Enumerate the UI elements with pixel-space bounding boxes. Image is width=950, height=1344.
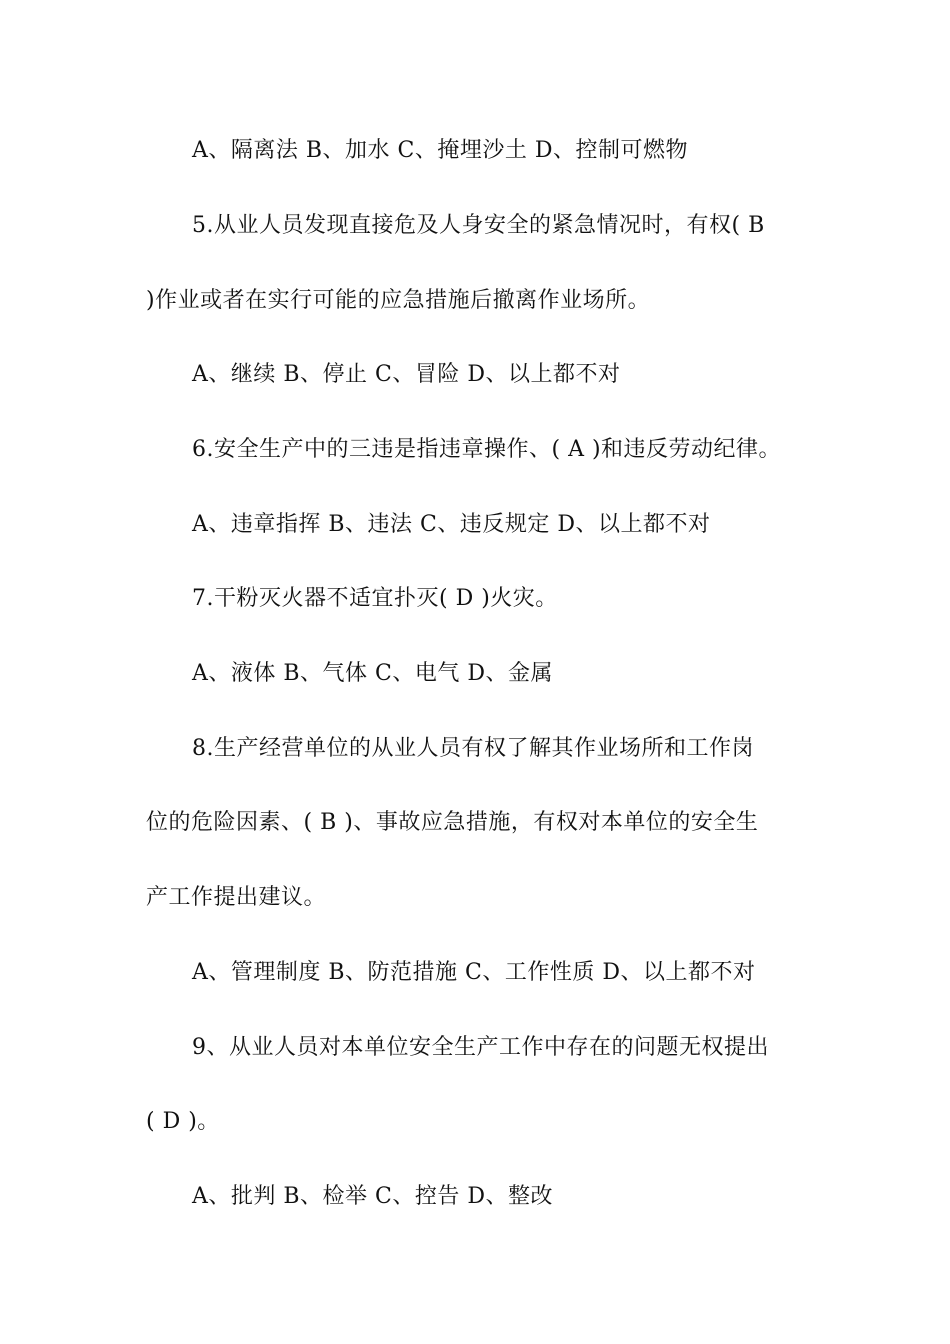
q8-options: A、管理制度 B、防范措施 C、工作性质 D、以上都不对 [192, 960, 756, 985]
q5-question-line-1: 5.从业人员发现直接危及人身安全的紧急情况时，有权( B [192, 213, 765, 238]
q8-question-line-3: 产工作提出建议。 [146, 885, 327, 910]
q4-options: A、隔离法 B、加水 C、掩埋沙土 D、控制可燃物 [192, 138, 689, 163]
q6-options: A、违章指挥 B、违法 C、违反规定 D、以上都不对 [192, 512, 711, 537]
q7-options: A、液体 B、气体 C、电气 D、金属 [192, 661, 554, 686]
q8-question-line-2: 位的危险因素、( B )、事故应急措施，有权对本单位的安全生 [146, 810, 759, 835]
q9-options: A、批判 B、检举 C、控告 D、整改 [192, 1184, 554, 1209]
q9-question-line-2: ( D )。 [146, 1109, 220, 1134]
q9-question-line-1: 9、从业人员对本单位安全生产工作中存在的问题无权提出 [192, 1035, 769, 1060]
q5-options: A、继续 B、停止 C、冒险 D、以上都不对 [192, 362, 621, 387]
q7-question: 7.干粉灭火器不适宜扑灭( D )火灾。 [192, 586, 558, 611]
q6-question: 6.安全生产中的三违是指违章操作、( A )和违反劳动纪律。 [192, 437, 782, 462]
q8-question-line-1: 8.生产经营单位的从业人员有权了解其作业场所和工作岗 [192, 736, 754, 761]
q5-question-line-2: )作业或者在实行可能的应急措施后撤离作业场所。 [146, 288, 651, 313]
